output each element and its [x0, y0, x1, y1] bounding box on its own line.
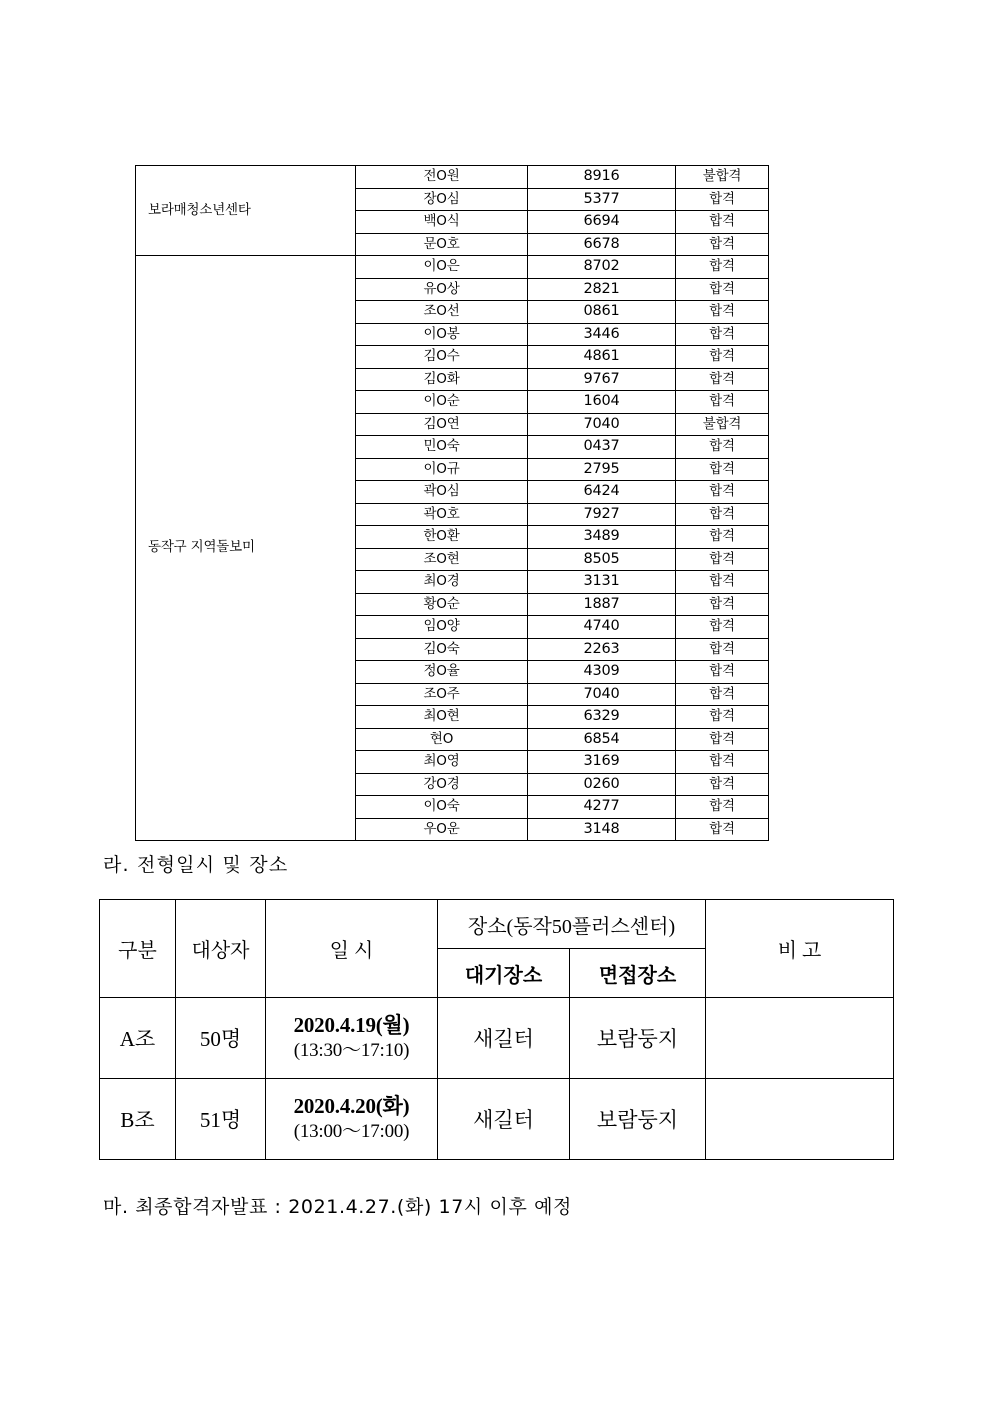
schedule-table-body [100, 998, 894, 1160]
applicant-number-cell: 1887 [528, 593, 676, 616]
applicant-name-cell: 우O운 [356, 818, 528, 841]
header-count: 대상자 [176, 900, 266, 998]
applicant-number-cell: 2821 [528, 278, 676, 301]
applicant-result-cell: 합격 [676, 616, 769, 639]
header-place-group: 장소(동작50플러스센터) [438, 900, 706, 949]
applicant-name-cell: 임O양 [356, 616, 528, 639]
applicant-result-cell: 불합격 [676, 166, 769, 189]
applicant-result-cell: 합격 [676, 346, 769, 369]
applicant-result-cell: 불합격 [676, 413, 769, 436]
applicant-name-cell: 곽O호 [356, 503, 528, 526]
applicant-number-cell: 0260 [528, 773, 676, 796]
header-note: 비 고 [706, 900, 894, 998]
applicant-name-cell: 조O선 [356, 301, 528, 324]
applicant-name-cell: 조O현 [356, 548, 528, 571]
applicant-name-cell: 최O현 [356, 706, 528, 729]
applicant-result-cell: 합격 [676, 368, 769, 391]
schedule-header-row-1 [100, 900, 894, 949]
applicant-result-cell: 합격 [676, 436, 769, 459]
applicant-name-cell: 이O은 [356, 256, 528, 279]
applicant-number-cell: 2263 [528, 638, 676, 661]
applicant-result-cell: 합격 [676, 233, 769, 256]
applicant-results-table [135, 165, 769, 841]
applicant-number-cell: 3148 [528, 818, 676, 841]
applicant-number-cell: 8702 [528, 256, 676, 279]
applicant-result-cell: 합격 [676, 301, 769, 324]
applicant-name-cell: 이O숙 [356, 796, 528, 819]
schedule-time-text: (13:30～17:10) [293, 1040, 410, 1062]
schedule-count-cell: 50명 [176, 998, 266, 1079]
applicant-name-cell: 김O화 [356, 368, 528, 391]
header-wait-place: 대기장소 [438, 949, 570, 998]
schedule-wait-place-cell: 새길터 [438, 1079, 570, 1160]
applicant-name-cell: 정O율 [356, 661, 528, 684]
applicant-name-cell: 김O숙 [356, 638, 528, 661]
applicant-table-container [135, 165, 768, 841]
applicant-result-cell: 합격 [676, 458, 769, 481]
schedule-table [99, 899, 894, 1160]
applicant-number-cell: 5377 [528, 188, 676, 211]
table-row [136, 256, 769, 279]
applicant-result-cell: 합격 [676, 638, 769, 661]
applicant-name-cell: 이O순 [356, 391, 528, 414]
applicant-number-cell: 4309 [528, 661, 676, 684]
applicant-name-cell: 유O상 [356, 278, 528, 301]
schedule-row [100, 1079, 894, 1160]
applicant-result-cell: 합격 [676, 661, 769, 684]
schedule-row [100, 998, 894, 1079]
header-interview-place: 면접장소 [570, 949, 706, 998]
table-row [136, 166, 769, 189]
applicant-result-cell: 합격 [676, 571, 769, 594]
schedule-datetime-cell [266, 998, 438, 1079]
applicant-name-cell: 조O주 [356, 683, 528, 706]
schedule-interview-place-cell: 보람둥지 [570, 998, 706, 1079]
applicant-number-cell: 7040 [528, 683, 676, 706]
schedule-time-text: (13:00～17:00) [293, 1121, 410, 1143]
applicant-result-cell: 합격 [676, 323, 769, 346]
applicant-result-cell: 합격 [676, 256, 769, 279]
applicant-result-cell: 합격 [676, 706, 769, 729]
header-date: 일 시 [266, 900, 438, 998]
applicant-number-cell: 3446 [528, 323, 676, 346]
schedule-datetime-cell [266, 1079, 438, 1160]
applicant-number-cell: 3489 [528, 526, 676, 549]
applicant-number-cell: 7927 [528, 503, 676, 526]
applicant-result-cell: 합격 [676, 481, 769, 504]
applicant-number-cell: 0437 [528, 436, 676, 459]
schedule-wait-place-cell: 새길터 [438, 998, 570, 1079]
applicant-number-cell: 7040 [528, 413, 676, 436]
schedule-group-cell: B조 [100, 1079, 176, 1160]
schedule-interview-place-cell: 보람둥지 [570, 1079, 706, 1160]
applicant-number-cell: 3131 [528, 571, 676, 594]
applicant-result-cell: 합격 [676, 548, 769, 571]
applicant-name-cell: 곽O심 [356, 481, 528, 504]
applicant-name-cell: 한O환 [356, 526, 528, 549]
applicant-number-cell: 2795 [528, 458, 676, 481]
applicant-name-cell: 이O규 [356, 458, 528, 481]
schedule-note-cell [706, 998, 894, 1079]
applicant-name-cell: 전O원 [356, 166, 528, 189]
org-name-cell: 보라매청소년센타 [136, 166, 356, 256]
applicant-number-cell: 4861 [528, 346, 676, 369]
applicant-number-cell: 6678 [528, 233, 676, 256]
applicant-number-cell: 4277 [528, 796, 676, 819]
applicant-name-cell: 현O [356, 728, 528, 751]
applicant-result-cell: 합격 [676, 593, 769, 616]
section-heading-schedule: 라. 전형일시 및 장소 [103, 854, 289, 876]
applicant-name-cell: 최O영 [356, 751, 528, 774]
applicant-name-cell: 문O호 [356, 233, 528, 256]
applicant-result-cell: 합격 [676, 188, 769, 211]
applicant-result-cell: 합격 [676, 278, 769, 301]
applicant-name-cell: 민O숙 [356, 436, 528, 459]
applicant-name-cell: 김O연 [356, 413, 528, 436]
schedule-table-head [100, 900, 894, 998]
applicant-number-cell: 6424 [528, 481, 676, 504]
applicant-result-cell: 합격 [676, 211, 769, 234]
applicant-result-cell: 합격 [676, 751, 769, 774]
applicant-number-cell: 6329 [528, 706, 676, 729]
applicant-number-cell: 3169 [528, 751, 676, 774]
applicant-table-body [136, 166, 769, 841]
schedule-date-text: 2020.4.20(화) [293, 1094, 410, 1119]
org-name-cell: 동작구 지역돌보미 [136, 256, 356, 841]
applicant-result-cell: 합격 [676, 773, 769, 796]
applicant-result-cell: 합격 [676, 526, 769, 549]
applicant-name-cell: 이O봉 [356, 323, 528, 346]
applicant-result-cell: 합격 [676, 683, 769, 706]
applicant-number-cell: 9767 [528, 368, 676, 391]
schedule-date-text: 2020.4.19(월) [293, 1013, 410, 1038]
applicant-number-cell: 8505 [528, 548, 676, 571]
schedule-count-cell: 51명 [176, 1079, 266, 1160]
schedule-group-cell: A조 [100, 998, 176, 1079]
applicant-result-cell: 합격 [676, 391, 769, 414]
applicant-result-cell: 합격 [676, 503, 769, 526]
applicant-name-cell: 장O심 [356, 188, 528, 211]
applicant-name-cell: 황O순 [356, 593, 528, 616]
schedule-table-container [99, 899, 893, 1160]
header-gubun: 구분 [100, 900, 176, 998]
applicant-number-cell: 6694 [528, 211, 676, 234]
applicant-name-cell: 백O식 [356, 211, 528, 234]
applicant-number-cell: 6854 [528, 728, 676, 751]
applicant-name-cell: 최O경 [356, 571, 528, 594]
applicant-number-cell: 0861 [528, 301, 676, 324]
applicant-name-cell: 김O수 [356, 346, 528, 369]
applicant-number-cell: 8916 [528, 166, 676, 189]
applicant-number-cell: 1604 [528, 391, 676, 414]
applicant-name-cell: 강O경 [356, 773, 528, 796]
applicant-result-cell: 합격 [676, 796, 769, 819]
applicant-result-cell: 합격 [676, 728, 769, 751]
applicant-number-cell: 4740 [528, 616, 676, 639]
applicant-result-cell: 합격 [676, 818, 769, 841]
schedule-note-cell [706, 1079, 894, 1160]
final-announcement-note: 마. 최종합격자발표 : 2021.4.27.(화) 17시 이후 예정 [103, 1196, 572, 1218]
